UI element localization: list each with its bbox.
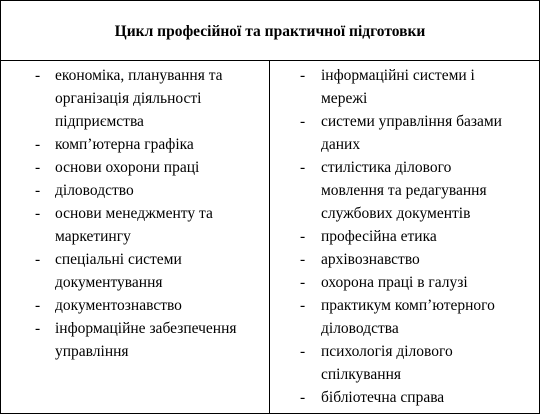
list-bullet: - — [300, 343, 306, 360]
list-bullet: - — [300, 228, 306, 245]
list-item-text: психологія ділового — [321, 343, 453, 360]
list-bullet: - — [300, 389, 306, 406]
list-bullet: - — [300, 159, 306, 176]
list-item-text: документознавство — [55, 297, 182, 314]
list-item — [1, 156, 269, 179]
list-bullet: - — [35, 159, 41, 176]
list-bullet: - — [35, 251, 41, 268]
list-item — [1, 179, 269, 202]
list-item — [1, 317, 269, 363]
list-item-text: спеціальні системи — [55, 251, 182, 268]
list-bullet: - — [300, 297, 306, 314]
list-item — [270, 271, 539, 294]
list-item-text: архівознавство — [321, 251, 420, 268]
list-item-text: діловодства — [321, 320, 399, 337]
list-item-text: діловодство — [55, 182, 134, 199]
left-column-list — [1, 61, 269, 363]
list-item — [270, 294, 539, 340]
list-item-text: системи управління базами — [321, 113, 502, 130]
list-item-text: мережі — [321, 90, 368, 107]
list-item — [1, 64, 269, 133]
right-column-list — [270, 61, 539, 409]
list-bullet: - — [300, 67, 306, 84]
list-bullet: - — [300, 113, 306, 130]
list-item-text: управління — [55, 343, 129, 360]
list-item-text: практикум комп’ютерного — [321, 297, 495, 314]
list-item-text: документування — [55, 274, 163, 291]
list-item-text: охорона праці в галузі — [321, 274, 468, 291]
list-bullet: - — [300, 274, 306, 291]
list-item-text: даних — [321, 136, 361, 153]
list-item — [270, 386, 539, 409]
list-item — [270, 156, 539, 225]
list-bullet: - — [35, 182, 41, 199]
list-item-text: підприємства — [55, 113, 144, 130]
list-item — [270, 64, 539, 110]
list-item-text: бібліотечна справа — [321, 389, 445, 406]
list-item — [1, 133, 269, 156]
list-item — [1, 294, 269, 317]
list-bullet: - — [35, 297, 41, 314]
list-item — [270, 110, 539, 156]
list-bullet: - — [300, 251, 306, 268]
list-item — [1, 248, 269, 294]
list-item-text: інформаційне забезпечення — [55, 320, 237, 337]
table-title: Цикл професійної та практичної підготовки — [114, 22, 426, 40]
list-bullet: - — [35, 136, 41, 153]
list-bullet: - — [35, 320, 41, 337]
list-bullet: - — [35, 67, 41, 84]
list-item-text: спілкування — [321, 366, 401, 383]
list-item — [270, 248, 539, 271]
list-item — [270, 225, 539, 248]
list-item-text: основи менеджменту та — [55, 205, 213, 222]
list-item-text: організація діяльності — [55, 90, 202, 107]
table-header — [1, 1, 539, 61]
list-item — [1, 202, 269, 248]
list-item-text: інформаційні системи і — [321, 67, 475, 84]
list-item-text: професійна етика — [321, 228, 437, 245]
list-item-text: економіка, планування та — [55, 67, 223, 84]
list-item-text: службових документів — [321, 205, 471, 222]
list-item-text: маркетингу — [55, 228, 131, 245]
list-bullet: - — [35, 205, 41, 222]
list-item-text: мовлення та редагування — [321, 182, 487, 199]
list-item-text: комп’ютерна графіка — [55, 136, 194, 153]
list-item — [270, 340, 539, 386]
list-item-text: стилістика ділового — [321, 159, 452, 176]
list-item-text: основи охорони праці — [55, 159, 200, 176]
